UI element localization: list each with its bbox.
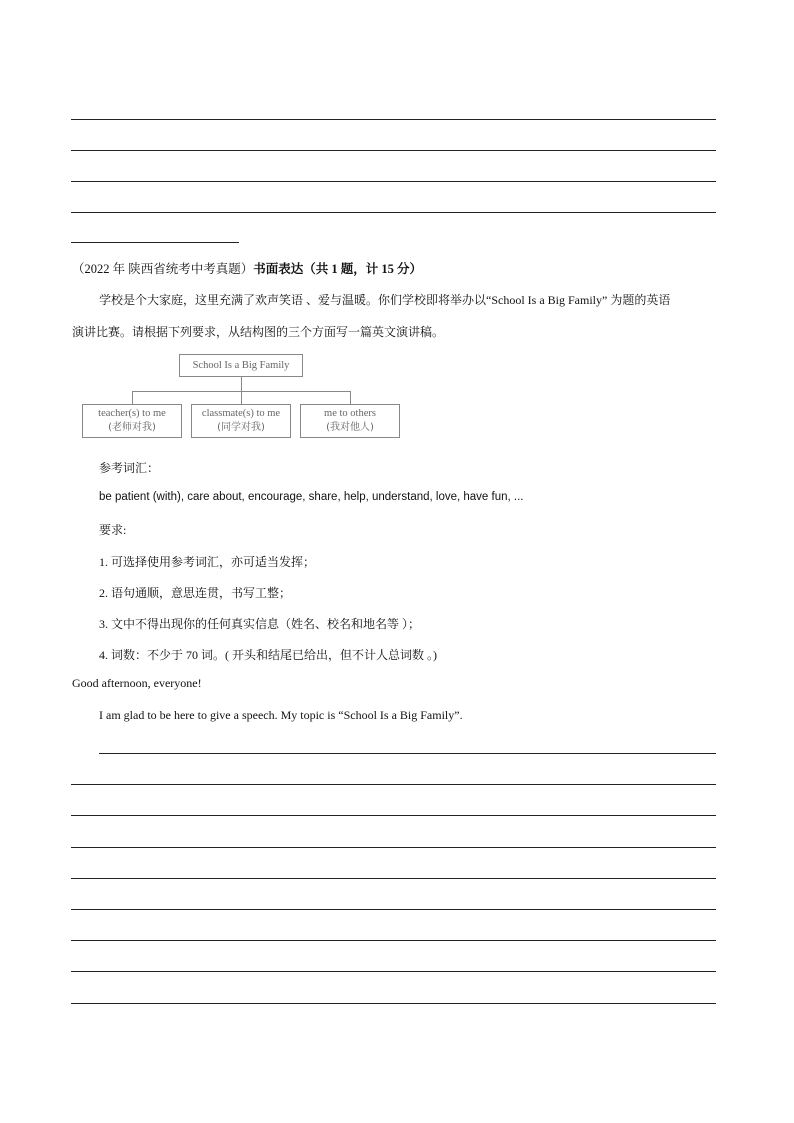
question-header [72,259,422,277]
writing-line[interactable] [71,847,716,848]
requirement-item: 1. 可选择使用参考词汇，亦可适当发挥； [99,555,316,569]
writing-line[interactable] [71,119,716,120]
writing-line[interactable] [99,753,716,754]
writing-line[interactable] [71,1003,716,1004]
intro-line-2: 演讲比赛。请根据下列要求，从结构图的三个方面写一篇英文演讲稿。 [72,325,445,339]
speech-first-line: I am glad to be here to give a speech. My topic is “School Is a Big Family”. [99,708,463,722]
writing-line[interactable] [71,150,716,151]
writing-line[interactable] [71,878,716,879]
writing-line[interactable] [71,971,716,972]
separator-line [71,242,239,243]
diagram-branch-classmates: classmate(s) to me (同学对我) [191,404,291,438]
structure-diagram [82,354,402,440]
writing-line[interactable] [71,181,716,182]
diagram-connector [241,377,242,391]
writing-line[interactable] [71,909,716,910]
question-type: 书面表达（共 1 题，计 15 分） [253,262,423,276]
vocab-label: 参考词汇： [99,461,160,475]
intro-line-1: 学校是个大家庭，这里充满了欢声笑语 、爱与温暖。你们学校即将举办以“School Is a Big Family” 为题的英语 [99,293,671,307]
diagram-connector [241,391,242,404]
diagram-branch-others: me to others (我对他人) [300,404,400,438]
question-source: （2022 年 陕西省统考中考真题） [72,262,254,276]
diagram-root-box: School Is a Big Family [179,354,303,377]
requirement-item: 3. 文中不得出现你的任何真实信息（姓名、校名和地名等 ）； [99,617,421,631]
writing-line[interactable] [71,784,716,785]
diagram-branch-teachers: teacher(s) to me (老师对我) [82,404,182,438]
writing-line[interactable] [71,940,716,941]
diagram-connector [350,391,351,404]
speech-greeting: Good afternoon, everyone! [72,676,202,690]
diagram-connector [132,391,133,404]
writing-line[interactable] [71,212,716,213]
writing-line[interactable] [71,815,716,816]
requirement-item: 2. 语句通顺，意思连贯，书写工整； [99,586,292,600]
requirement-item: 4. 词数：不少于 70 词。( 开头和结尾已给出，但不计人总词数 。) [99,648,437,662]
requirements-label: 要求: [99,523,127,537]
vocab-words: be patient (with), care about, encourage, share, help, understand, love, have fun, ... [99,491,524,503]
